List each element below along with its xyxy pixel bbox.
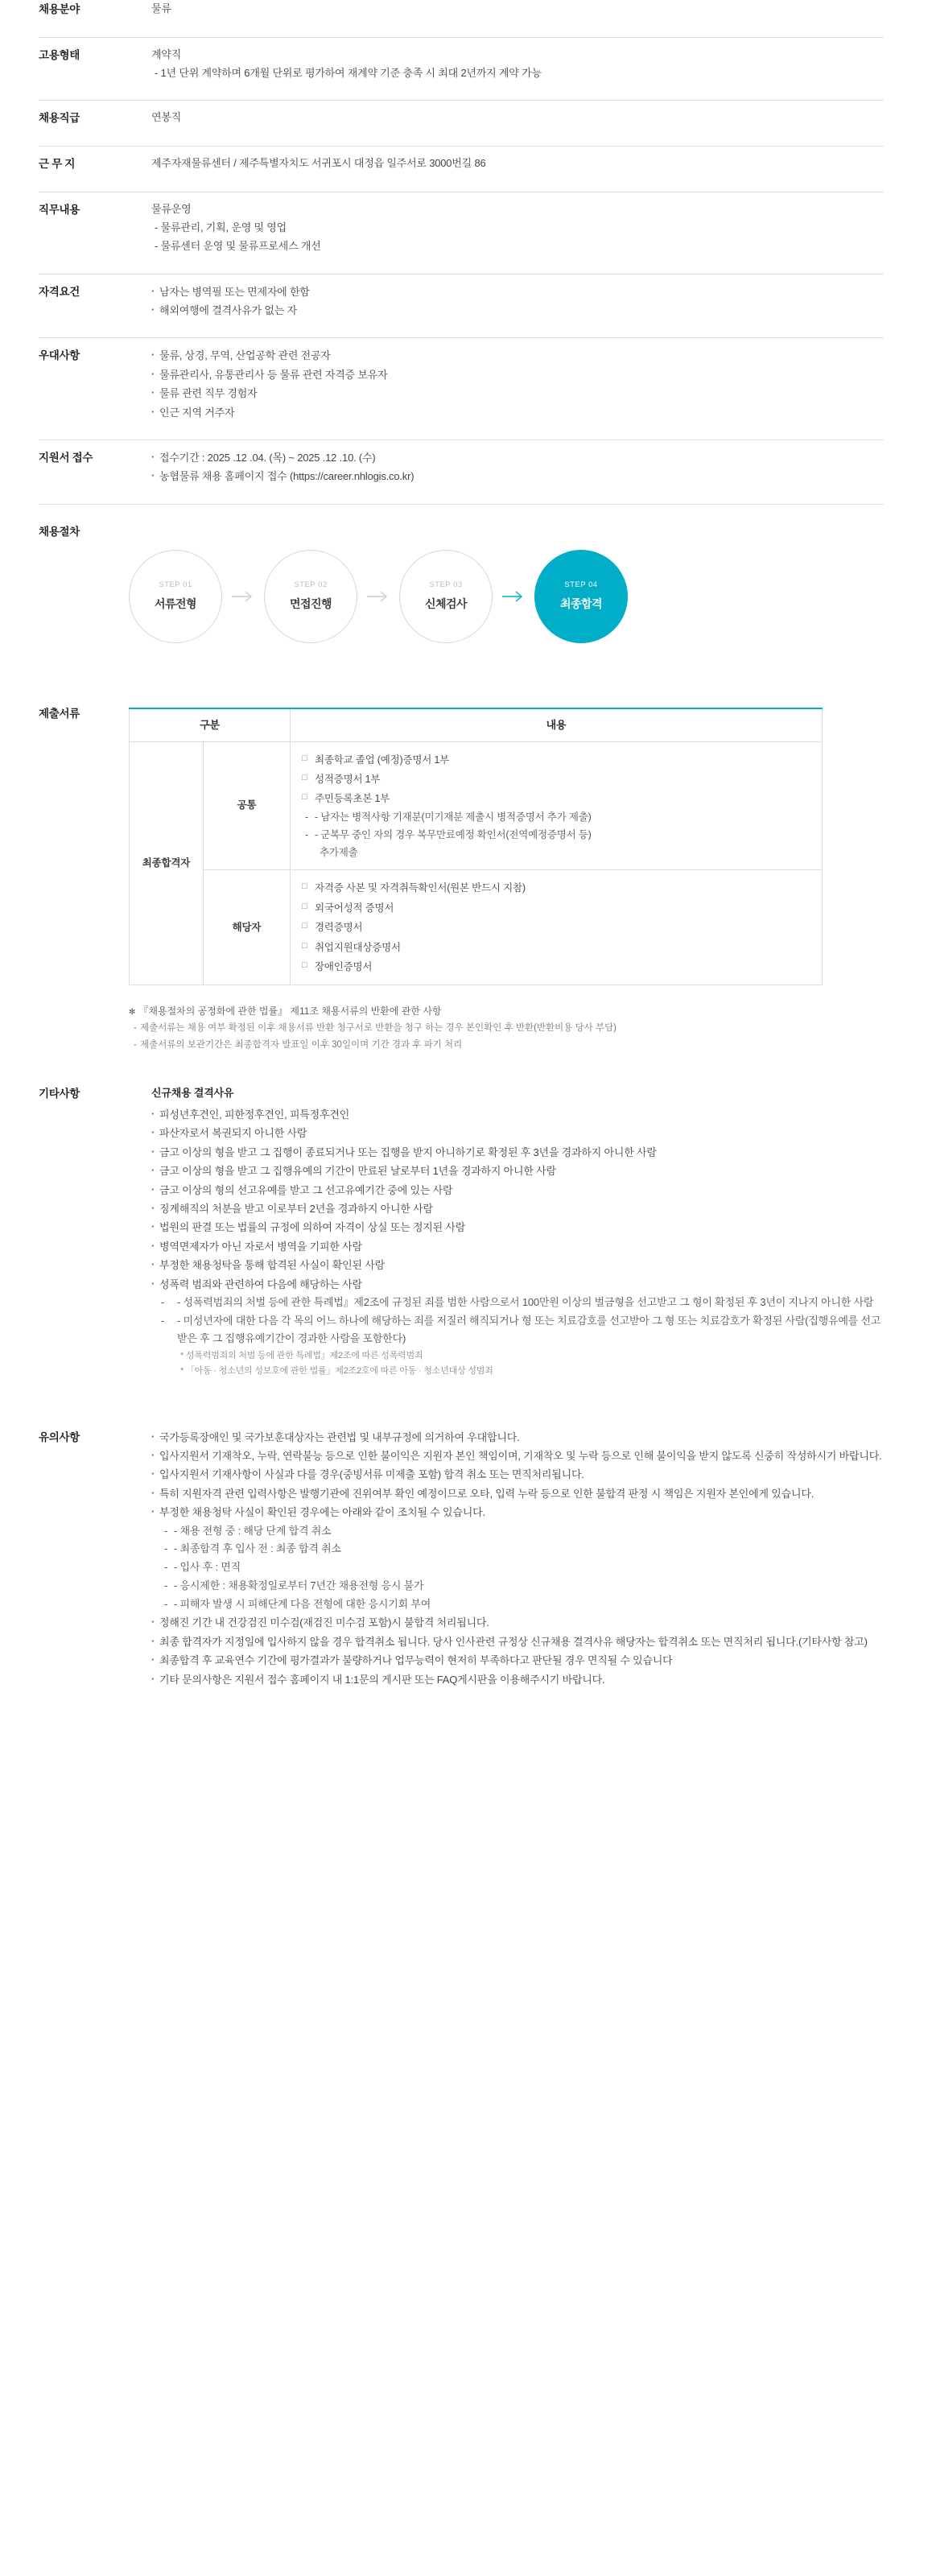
note-sub: - 제출서류는 채용 여부 확정된 이후 채용서류 반환 청구서로 반환을 청구 하는 경우 본인확인 후 반환(반환비용 당사 부담) xyxy=(129,1020,932,1037)
list-item: · 남자는 병역필 또는 면제자에 한함 xyxy=(151,283,884,301)
section-label-caution: 유의사항 xyxy=(39,1430,80,1443)
list-item: · 금고 이상의 형의 선고유예를 받고 그 선고유예기간 중에 있는 사람 xyxy=(151,1181,884,1199)
grade-value: 연봉직 xyxy=(151,111,182,124)
list-item: · 물류, 상경, 무역, 산업공학 관련 전공자 xyxy=(151,346,884,365)
table-row xyxy=(130,870,823,985)
section-label-process: 채용절차 xyxy=(39,525,80,538)
list-item: · 병역면제자가 아닌 자로서 병역을 기피한 사람 xyxy=(151,1237,884,1256)
section-label-grade: 채용직급 xyxy=(39,112,80,125)
section-process xyxy=(0,522,932,542)
list-item: · 농협물류 채용 홈페이지 접수 (https://career.nhlogis.co.kr) xyxy=(151,467,884,485)
table-header-row xyxy=(130,708,823,742)
section-content-location xyxy=(129,155,884,173)
duties-item: - 물류관리, 기획, 운영 및 영업 xyxy=(155,221,287,234)
list-item: · 물류 관련 직무 경험자 xyxy=(151,384,884,402)
section-location xyxy=(0,155,932,174)
section-content-grade xyxy=(129,109,884,127)
step-label: 신체검사 xyxy=(424,597,468,610)
section-label-qualification: 자격요건 xyxy=(39,285,80,298)
section-documents xyxy=(0,704,932,986)
section-content-preference xyxy=(129,346,884,422)
section-label-location: 근 무 지 xyxy=(39,158,76,171)
arrow-right-icon xyxy=(493,591,534,602)
etc-list xyxy=(151,1105,884,1294)
list-item: · 기타 문의사항은 지원서 접수 홈페이지 내 1:1문의 게시판 또는 FAQ게시판을 이용해주시기 바랍니다. xyxy=(151,1670,884,1689)
section-label-documents: 제출서류 xyxy=(39,707,80,720)
arrow-right-icon xyxy=(357,591,399,602)
list-item: □ 경력증명서 xyxy=(302,918,810,937)
list-item: □ 장애인증명서 xyxy=(302,957,810,976)
list-item: · 징계해직의 처분을 받고 이로부터 2년을 경과하지 아니한 사람 xyxy=(151,1199,884,1218)
list-item: · 성폭력 범죄와 관련하여 다음에 해당하는 사람 xyxy=(151,1275,884,1294)
preference-list xyxy=(151,346,884,422)
section-label-preference: 우대사항 xyxy=(39,349,80,362)
section-content-duties xyxy=(129,200,884,255)
location-value: 제주자재물류센터 / 제주특별자치도 서귀포시 대정읍 일주서로 3000번길 86 xyxy=(151,157,486,170)
caution-sub-item: - - 최종합격 후 입사 전 : 최종 합격 취소 xyxy=(163,1540,884,1558)
list-item: · 부정한 채용청탁 사실이 확인된 경우에는 아래와 같이 조치될 수 있습니다. xyxy=(151,1503,884,1521)
list-item: □ 자격증 사본 및 자격취득확인서(원본 반드시 지참) xyxy=(302,878,810,898)
list-item: · 입사지원서 기재사항이 사실과 다를 경우(중빙서류 미제출 포함) 합격 취소 또는 면직처리됩니다. xyxy=(151,1465,884,1484)
list-item: □ 외국어성적 증명서 xyxy=(302,898,810,918)
list-item: · 피성년후견인, 피한정후견인, 피특정후견인 xyxy=(151,1105,884,1124)
table-header-cell: 구분 xyxy=(130,708,291,742)
list-item: · 접수기간 : 2025 .12 .04. (목) ~ 2025 .12 .10. (수) xyxy=(151,448,884,467)
process-step-1 xyxy=(129,550,222,643)
group-content xyxy=(291,870,823,985)
list-item: · 부정한 채용청탁을 통해 합격된 사실이 확인된 사람 xyxy=(151,1256,884,1274)
step-number: STEP 04 xyxy=(564,580,598,589)
section-label-etc: 기타사항 xyxy=(39,1088,80,1100)
list-item: · 물류관리사, 유통관리사 등 물류 관련 자격증 보유자 xyxy=(151,365,884,384)
caution-sub-item: - - 채용 전형 중 : 해당 단계 합격 취소 xyxy=(163,1522,884,1541)
section-content-application xyxy=(129,448,884,486)
step-number: STEP 01 xyxy=(159,580,192,589)
list-item: · 인근 지역 거주자 xyxy=(151,403,884,422)
qualification-list xyxy=(151,283,884,320)
process-step-4 xyxy=(534,550,628,643)
step-label: 서류전형 xyxy=(154,597,197,610)
list-item: · 특히 지원자격 관련 입력사항은 발행기관에 진위여부 확인 예정이므로 오타, 입력 누락 등으로 인한 불합격 판정 시 책임은 지원자 본인에게 있습니다. xyxy=(151,1484,884,1503)
step-number: STEP 03 xyxy=(429,580,463,589)
caution-list xyxy=(151,1428,884,1522)
etc-small-note: * 「아동 · 청소년의 성보호에 관한 법률」제2조2호에 따른 아동 · 청소년대상 성범죄 xyxy=(180,1366,493,1377)
list-item: · 해외여행에 결격사유가 없는 자 xyxy=(151,301,884,320)
section-caution xyxy=(0,1428,932,1689)
list-item: · 법원의 판결 또는 법률의 규정에 의하여 자격이 상실 또는 정지된 사람 xyxy=(151,1218,884,1236)
etc-small-note: * 성폭력범죄의 처벌 등에 관한 특례법』제2조에 따른 성폭력범죄 xyxy=(180,1351,423,1361)
list-item: · 입사지원서 기재착오, 누락, 연락불능 등으로 인한 불이익은 지원자 본인 책임이며, 기재착오 및 누락 등으로 인해 불이익을 받지 않도록 신중히 작성하시기 바랍니다. xyxy=(151,1447,884,1465)
sub-item: - - 남자는 병적사항 기재분(미기재분 제출시 병적증명서 추가 제출) xyxy=(302,809,810,827)
employment-type: 계약직 xyxy=(151,47,182,60)
list-item: □ 성적증명서 1부 xyxy=(302,770,810,789)
note-sub: - 제출서류의 보관기간은 최종합격자 발표일 이후 30일이며 기간 경과 후 파기 처리 xyxy=(129,1037,932,1054)
table-row xyxy=(130,741,823,870)
section-duties xyxy=(0,200,932,255)
list-item: · 최종합격 후 교육연수 기간에 평가결과가 불량하거나 업무능력이 현저히 부족하다고 판단될 경우 면직될 수 있습니다 xyxy=(151,1651,884,1670)
section-field xyxy=(0,0,932,19)
caution-tail-list xyxy=(151,1613,884,1689)
caution-sub-item: - - 응시제한 : 채용확정일로부터 7년간 채용전형 응시 불가 xyxy=(163,1577,884,1596)
list-item: □ 최종학교 졸업 (예정)증명서 1부 xyxy=(302,750,810,770)
row-label: 최종합격자 xyxy=(130,741,204,985)
duties-title: 물류운영 xyxy=(151,203,192,216)
section-label-application: 지원서 접수 xyxy=(39,451,93,464)
sub-item: - - 군복무 중인 자의 경우 복무만료예정 확인서(전역예정증명서 등) xyxy=(302,827,810,844)
process-step-2 xyxy=(264,550,357,643)
section-content-field xyxy=(129,0,884,19)
process-steps xyxy=(0,550,932,643)
table-header-cell: 내용 xyxy=(291,708,823,742)
section-content-employment xyxy=(129,46,884,83)
section-content-documents xyxy=(129,704,884,986)
sub-item-extra: 추가제출 xyxy=(320,846,358,858)
etc-sub-item: - - 성폭력범죄의 처벌 등에 관한 특례법』제2조에 규정된 죄를 범한 사람으로서 100만원 이상의 벌금형을 선고받고 그 형이 확정된 후 3년이 지나지 아니한 사람 xyxy=(159,1294,884,1312)
note-head: ✻ 『채용절차의 공정화에 관한 법률』 제11조 채용서류의 반환에 관한 사항 xyxy=(129,1003,932,1019)
etc-sub-item: - - 미성년자에 대한 다음 각 목의 어느 하나에 해당하는 죄를 저질러 해직되거나 형 또는 치료감호를 선고받아 그 형 또는 치료감호가 확정된 사람(집행유예를 선고받은 후 그 집행유예기간이 경과한 사람을 포함한다) xyxy=(159,1312,884,1349)
etc-title: 신규채용 결격사유 xyxy=(151,1087,234,1100)
section-qualification xyxy=(0,283,932,320)
process-step-3 xyxy=(399,550,493,643)
section-etc xyxy=(0,1084,932,1379)
group-content xyxy=(291,741,823,870)
application-list xyxy=(151,448,884,486)
list-item: · 국가등록장애인 및 국가보훈대상자는 관련법 및 내부규정에 의거하여 우대합니다. xyxy=(151,1428,884,1447)
caution-sub-item: - - 피해자 발생 시 피해단계 다음 전형에 대한 응시기회 부여 xyxy=(163,1596,884,1614)
documents-table xyxy=(129,708,823,986)
section-preference xyxy=(0,346,932,422)
section-content-etc xyxy=(129,1084,884,1379)
list-item: · 최종 합격자가 지정일에 입사하지 않을 경우 합격취소 됩니다. 당사 인사관련 규정상 신규채용 결격사유 해당자는 합격취소 또는 면직처리 됩니다.(기타사항 참고) xyxy=(151,1633,884,1651)
arrow-right-icon xyxy=(222,591,264,602)
list-item: · 금고 이상의 형을 받고 그 집행유예의 기간이 만료된 날로부터 1년을 경과하지 아니한 사람 xyxy=(151,1162,884,1180)
group-label: 해당자 xyxy=(204,870,291,985)
group-label: 공통 xyxy=(204,741,291,870)
employment-detail: - 1년 단위 계약하며 6개월 단위로 평가하여 재계약 기준 충족 시 최대 2년까지 계약 가능 xyxy=(155,66,542,79)
section-grade xyxy=(0,109,932,128)
caution-sub-item: - - 입사 후 : 면직 xyxy=(163,1558,884,1577)
section-application xyxy=(0,448,932,486)
step-label: 면접진행 xyxy=(289,597,332,610)
section-label-employment: 고용형태 xyxy=(39,48,80,61)
duties-item: - 물류센터 운영 및 물류프로세스 개선 xyxy=(155,239,321,252)
section-label-field: 채용분야 xyxy=(39,3,80,15)
list-item: □ 주민등록초본 1부 xyxy=(302,789,810,808)
step-number: STEP 02 xyxy=(294,580,328,589)
list-item: · 금고 이상의 형을 받고 그 집행이 종료되거나 또는 집행을 받지 아니하기로 확정된 후 3년을 경과하지 아니한 사람 xyxy=(151,1143,884,1162)
list-item: □ 취업지원대상증명서 xyxy=(302,938,810,957)
list-item: · 정해진 기간 내 건강검진 미수검(재검진 미수검 포함)시 불합격 처리됩니다. xyxy=(151,1613,884,1632)
section-label-duties: 직무내용 xyxy=(39,204,80,217)
step-label: 최종합격 xyxy=(559,597,603,610)
field-value: 물류 xyxy=(151,2,171,14)
section-content-caution xyxy=(129,1428,884,1689)
section-employment xyxy=(0,46,932,83)
list-item: · 파산자로서 복권되지 아니한 사람 xyxy=(151,1124,884,1142)
section-content-qualification xyxy=(129,283,884,320)
documents-notes xyxy=(129,1003,932,1054)
